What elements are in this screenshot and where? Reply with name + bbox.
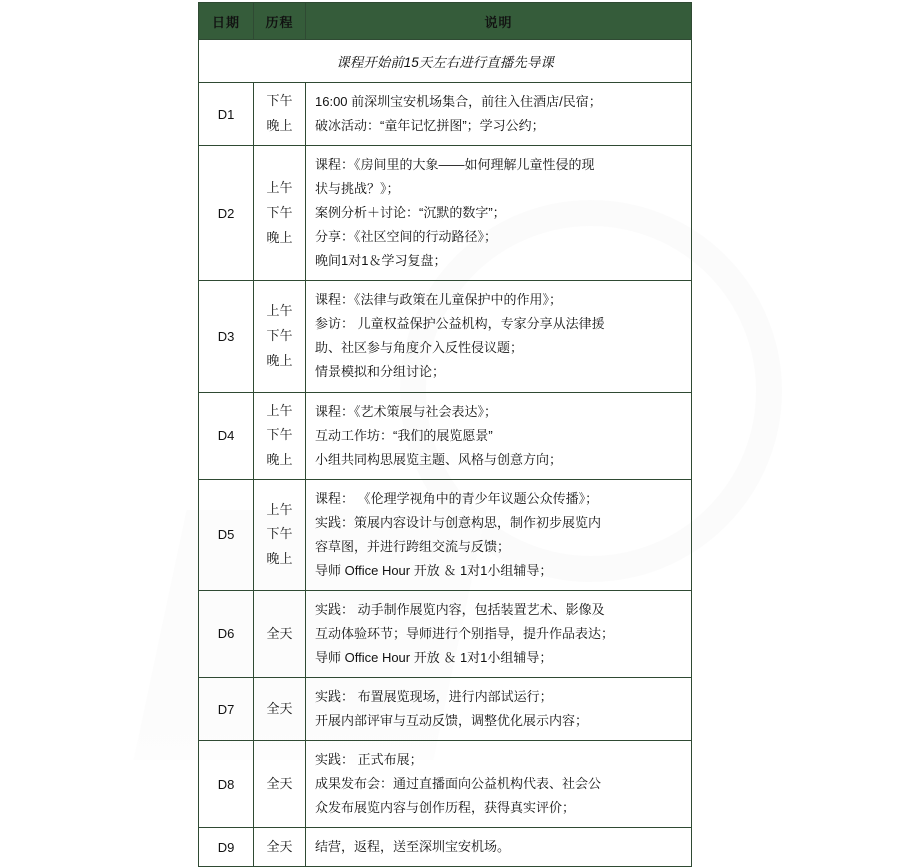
- period-item: 全天: [266, 625, 293, 641]
- table-header: [199, 3, 692, 40]
- table-row: [199, 392, 692, 479]
- description-line: 开展内部评审与互动反馈，调整优化展示内容；: [315, 713, 589, 729]
- table-row: [199, 146, 692, 281]
- table-row: [199, 83, 692, 146]
- table-row: [199, 281, 692, 392]
- row-description: [306, 677, 692, 740]
- period-item: 晚上: [266, 451, 293, 467]
- period-item: 晚上: [266, 551, 293, 567]
- table-body: [199, 40, 692, 867]
- column-header-description: 说明: [306, 3, 692, 40]
- description-line: 互动工作坊：“我们的展览愿景”: [315, 427, 493, 443]
- row-description: [306, 828, 692, 867]
- period-item: 晚上: [266, 229, 293, 245]
- row-periods: [254, 677, 306, 740]
- row-description: [306, 146, 692, 281]
- row-description: [306, 479, 692, 590]
- note-text: 课程开始前15天左右进行直播先导课: [199, 40, 692, 83]
- description-line: 实践： 动手制作展览内容，包括装置艺术、影像及: [315, 601, 605, 617]
- schedule-sheet: [198, 2, 691, 867]
- row-date: D1: [199, 83, 254, 146]
- description-line: 结营，返程，送至深圳宝安机场。: [315, 839, 511, 855]
- row-periods: [254, 392, 306, 479]
- description-line: 实践： 正式布展；: [315, 752, 423, 768]
- period-item: 全天: [266, 700, 293, 716]
- period-item: 上午: [266, 402, 293, 418]
- description-line: 状与挑战？》；: [315, 181, 400, 197]
- row-date: D2: [199, 146, 254, 281]
- row-periods: [254, 741, 306, 828]
- period-item: 下午: [266, 328, 293, 344]
- period-item: 上午: [266, 303, 293, 319]
- description-line: 互动体验环节；导师进行个别指导，提升作品表达；: [315, 625, 615, 641]
- schedule-table: [198, 2, 692, 867]
- header-row: [199, 3, 692, 40]
- description-line: 课程：《法律与政策在儿童保护中的作用》；: [315, 292, 563, 308]
- description-line: 众发布展览内容与创作历程，获得真实评价；: [315, 800, 576, 816]
- description-line: 导师 Office Hour 开放 ＆ 1对1小组辅导；: [315, 649, 553, 665]
- row-periods: [254, 479, 306, 590]
- row-periods: [254, 146, 306, 281]
- row-periods: [254, 83, 306, 146]
- row-description: [306, 741, 692, 828]
- row-description: [306, 392, 692, 479]
- table-note-row: [199, 40, 692, 83]
- row-date: D7: [199, 677, 254, 740]
- description-line: 破冰活动：“童年记忆拼图”；学习公约；: [315, 118, 545, 134]
- period-item: 晚上: [266, 118, 293, 134]
- table-row: [199, 741, 692, 828]
- period-item: 下午: [266, 93, 293, 109]
- description-line: 16:00 前深圳宝安机场集合，前往入住酒店/民宿；: [315, 94, 602, 109]
- description-line: 助、社区参与角度介入反性侵议题；: [315, 340, 524, 356]
- column-header-period: 历程: [254, 3, 306, 40]
- row-date: D9: [199, 828, 254, 867]
- description-line: 课程：《房间里的大象——如何理解儿童性侵的现: [315, 157, 595, 173]
- row-date: D8: [199, 741, 254, 828]
- description-line: 导师 Office Hour 开放 ＆ 1对1小组辅导；: [315, 562, 553, 578]
- period-item: 下午: [266, 427, 293, 443]
- row-date: D4: [199, 392, 254, 479]
- row-description: [306, 590, 692, 677]
- description-line: 实践： 布置展览现场，进行内部试运行；: [315, 688, 553, 704]
- description-line: 晚间1对1＆学习复盘；: [315, 253, 447, 269]
- period-item: 下午: [266, 204, 293, 220]
- period-item: 全天: [266, 838, 293, 854]
- period-item: 晚上: [266, 352, 293, 368]
- description-line: 分享：《社区空间的行动路径》；: [315, 229, 498, 245]
- row-date: D5: [199, 479, 254, 590]
- row-periods: [254, 281, 306, 392]
- row-periods: [254, 590, 306, 677]
- period-item: 下午: [266, 526, 293, 542]
- description-line: 参访： 儿童权益保护公益机构，专家分享从法律援: [315, 316, 605, 332]
- row-description: [306, 281, 692, 392]
- table-row: [199, 479, 692, 590]
- row-description: [306, 83, 692, 146]
- table-row: [199, 677, 692, 740]
- column-header-date: 日期: [199, 3, 254, 40]
- table-row: [199, 828, 692, 867]
- description-line: 案例分析＋讨论：“沉默的数字”；: [315, 205, 506, 221]
- description-line: 实践：策展内容设计与创意构思，制作初步展览内: [315, 514, 602, 530]
- row-date: D3: [199, 281, 254, 392]
- row-date: D6: [199, 590, 254, 677]
- table-row: [199, 590, 692, 677]
- description-line: 小组共同构思展览主题、风格与创意方向；: [315, 451, 563, 467]
- description-line: 课程： 《伦理学视角中的青少年议题公众传播》；: [315, 490, 599, 506]
- description-line: 容草图，并进行跨组交流与反馈；: [315, 538, 511, 554]
- period-item: 全天: [266, 775, 293, 791]
- description-line: 情景模拟和分组讨论；: [315, 364, 446, 380]
- period-item: 上午: [266, 501, 293, 517]
- period-item: 上午: [266, 180, 293, 196]
- row-periods: [254, 828, 306, 867]
- description-line: 成果发布会：通过直播面向公益机构代表、社会公: [315, 776, 602, 792]
- description-line: 课程：《艺术策展与社会表达》；: [315, 403, 498, 419]
